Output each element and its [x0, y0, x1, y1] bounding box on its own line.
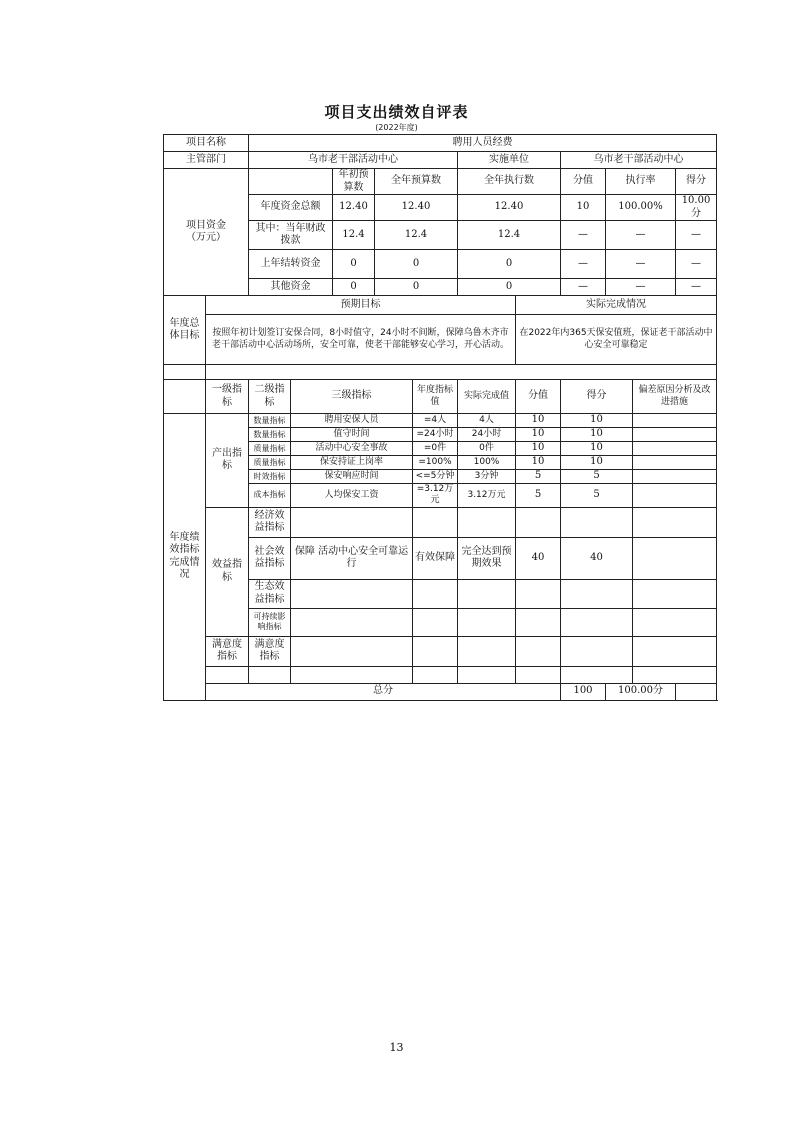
got-cell: 10 [561, 456, 633, 470]
got-cell [561, 507, 633, 537]
actual-result-label: 实际完成情况 [516, 296, 717, 315]
score-cell [516, 507, 561, 537]
blank-cell [291, 666, 413, 683]
funds-cell: — [676, 221, 717, 250]
indicators-label: 年度绩效指标完成情况 [164, 414, 206, 701]
actual-cell: 3.12万元 [458, 484, 516, 508]
page-title: 项目支出绩效自评表 [324, 103, 469, 121]
funds-cell: — [606, 250, 676, 279]
self-evaluation-table [163, 134, 717, 701]
funds-cell: 10.00分 [676, 195, 717, 221]
indicator-header: 实际完成值 [458, 380, 516, 414]
blank-cell [516, 666, 561, 683]
funds-cell: — [606, 221, 676, 250]
funds-cell: 12.40 [333, 195, 375, 221]
level3-cell: 值守时间 [291, 428, 413, 442]
target-cell: =24小时 [413, 428, 458, 442]
funds-header-blank [249, 169, 333, 195]
satisfaction-indicators-label: 满意度指标 [206, 636, 249, 666]
level2-cell: 成本指标 [249, 484, 291, 508]
impl-value: 乌市老干部活动中心 [561, 152, 717, 169]
actual-cell: 完全达到预期效果 [458, 537, 516, 579]
level2-cell: 时效指标 [249, 470, 291, 484]
indicator-header-blank [164, 380, 206, 414]
funds-row-label: 年度资金总额 [249, 195, 333, 221]
remark-cell [633, 470, 717, 484]
got-cell [561, 579, 633, 608]
remark-cell [633, 537, 717, 579]
remark-cell [633, 484, 717, 508]
project-name-label: 项目名称 [164, 135, 249, 152]
indicator-header: 一级指标 [206, 380, 249, 414]
level3-cell [291, 579, 413, 608]
level3-cell [291, 507, 413, 537]
got-cell: 10 [561, 428, 633, 442]
funds-cell: 12.4 [333, 221, 375, 250]
dept-value: 乌市老干部活动中心 [249, 152, 458, 169]
actual-cell: 3分钟 [458, 470, 516, 484]
level3-cell [291, 608, 413, 636]
level3-cell: 人均保安工资 [291, 484, 413, 508]
got-cell: 10 [561, 442, 633, 456]
funds-cell: 12.4 [375, 221, 458, 250]
remark-cell [633, 507, 717, 537]
funds-header: 年初预算数 [333, 169, 375, 195]
indicator-header: 二级指标 [249, 380, 291, 414]
target-cell: <=5分钟 [413, 470, 458, 484]
benefit-indicators-label: 效益指标 [206, 507, 249, 636]
total-label: 总分 [206, 683, 561, 700]
funds-cell: 10 [561, 195, 606, 221]
got-cell [561, 608, 633, 636]
spacer-cell [206, 365, 717, 380]
expected-goal-text: 按照年初计划签订安保合同，8小时值守，24小时不间断，保障乌鲁木齐市老干部活动中心活动场所，安全可靠，使老干部能够安心学习，开心活动。 [206, 315, 516, 365]
funds-row-label: 其他资金 [249, 279, 333, 296]
actual-cell: 0件 [458, 442, 516, 456]
indicator-header: 得分 [561, 380, 633, 414]
social-benefit-label: 社会效益指标 [249, 537, 291, 579]
remark-cell [633, 608, 717, 636]
target-cell: =4人 [413, 414, 458, 428]
expected-goal-label: 预期目标 [206, 296, 516, 315]
total-blank [676, 683, 717, 700]
funds-header: 分值 [561, 169, 606, 195]
page-number: 13 [389, 1041, 404, 1054]
actual-cell: 100% [458, 456, 516, 470]
funds-header: 全年执行数 [458, 169, 561, 195]
funds-label [164, 169, 249, 296]
funds-label-text: 项目资金 （万元） [186, 219, 226, 243]
level3-cell: 保障 活动中心安全可靠运行 [291, 537, 413, 579]
year-subtitle: (2022年度) [375, 123, 418, 132]
target-cell [413, 507, 458, 537]
actual-cell: 24小时 [458, 428, 516, 442]
funds-cell: 0 [333, 250, 375, 279]
level3-cell: 聘用安保人员 [291, 414, 413, 428]
score-cell: 5 [516, 484, 561, 508]
target-cell [413, 608, 458, 636]
goals-label: 年度总体目标 [164, 296, 206, 365]
funds-cell: — [561, 279, 606, 296]
blank-cell [249, 666, 291, 683]
funds-cell: — [676, 250, 717, 279]
sustain-impact-label: 可持续影响指标 [249, 608, 291, 636]
remark-cell [633, 442, 717, 456]
target-cell: =0件 [413, 442, 458, 456]
actual-cell [458, 507, 516, 537]
funds-cell: — [676, 279, 717, 296]
level3-cell: 活动中心安全事故 [291, 442, 413, 456]
impl-label: 实施单位 [458, 152, 561, 169]
actual-cell [458, 636, 516, 666]
total-got: 100.00分 [606, 683, 676, 700]
funds-cell: — [561, 221, 606, 250]
funds-header: 全年预算数 [375, 169, 458, 195]
got-cell: 5 [561, 484, 633, 508]
dept-label: 主管部门 [164, 152, 249, 169]
score-cell: 40 [516, 537, 561, 579]
funds-cell: 12.4 [458, 221, 561, 250]
level3-cell: 保安响应时间 [291, 470, 413, 484]
remark-cell [633, 579, 717, 608]
remark-cell [633, 428, 717, 442]
indicator-header: 偏差原因分析及改进措施 [633, 380, 717, 414]
score-cell [516, 636, 561, 666]
funds-cell: 100.00% [606, 195, 676, 221]
got-cell: 40 [561, 537, 633, 579]
actual-result-text: 在2022年内365天保安值班，保证老干部活动中心安全可靠稳定 [516, 315, 717, 365]
funds-cell: 0 [375, 279, 458, 296]
spacer-cell [164, 365, 206, 380]
funds-header: 得分 [676, 169, 717, 195]
got-cell [561, 636, 633, 666]
total-score: 100 [561, 683, 606, 700]
funds-cell: 0 [375, 250, 458, 279]
blank-cell [206, 666, 249, 683]
score-cell [516, 608, 561, 636]
target-cell: =100% [413, 456, 458, 470]
level2-cell: 数量指标 [249, 414, 291, 428]
remark-cell [633, 456, 717, 470]
funds-cell: 0 [333, 279, 375, 296]
funds-cell: 0 [458, 279, 561, 296]
funds-cell: 0 [458, 250, 561, 279]
indicator-header: 年度指标值 [413, 380, 458, 414]
funds-cell: 12.40 [458, 195, 561, 221]
blank-cell [413, 666, 458, 683]
target-cell: 有效保障 [413, 537, 458, 579]
remark-cell [633, 414, 717, 428]
indicator-header: 三级指标 [291, 380, 413, 414]
indicator-header: 分值 [516, 380, 561, 414]
level2-cell: 数量指标 [249, 428, 291, 442]
score-cell: 10 [516, 442, 561, 456]
got-cell: 5 [561, 470, 633, 484]
project-name-value: 聘用人员经费 [249, 135, 717, 152]
got-cell: 10 [561, 414, 633, 428]
level2-cell: 质量指标 [249, 442, 291, 456]
score-cell: 10 [516, 428, 561, 442]
score-cell [516, 579, 561, 608]
target-cell: =3.12万元 [413, 484, 458, 508]
eco-benefit-label: 生态效益指标 [249, 579, 291, 608]
funds-cell: — [606, 279, 676, 296]
blank-cell [561, 666, 633, 683]
level2-cell: 质量指标 [249, 456, 291, 470]
funds-row-label: 上年结转资金 [249, 250, 333, 279]
score-cell: 5 [516, 470, 561, 484]
econ-benefit-label: 经济效益指标 [249, 507, 291, 537]
blank-cell [458, 666, 516, 683]
blank-cell [633, 666, 717, 683]
target-cell [413, 579, 458, 608]
funds-header: 执行率 [606, 169, 676, 195]
output-indicators-label: 产出指标 [206, 414, 249, 508]
actual-cell [458, 579, 516, 608]
score-cell: 10 [516, 456, 561, 470]
level3-cell: 保安持证上岗率 [291, 456, 413, 470]
score-cell: 10 [516, 414, 561, 428]
actual-cell [458, 608, 516, 636]
target-cell [413, 636, 458, 666]
funds-cell: 12.40 [375, 195, 458, 221]
satisfaction-level2-label: 满意度指标 [249, 636, 291, 666]
funds-row-label: 其中：当年财政拨款 [249, 221, 333, 250]
funds-cell: — [561, 250, 606, 279]
remark-cell [633, 636, 717, 666]
level3-cell [291, 636, 413, 666]
actual-cell: 4人 [458, 414, 516, 428]
